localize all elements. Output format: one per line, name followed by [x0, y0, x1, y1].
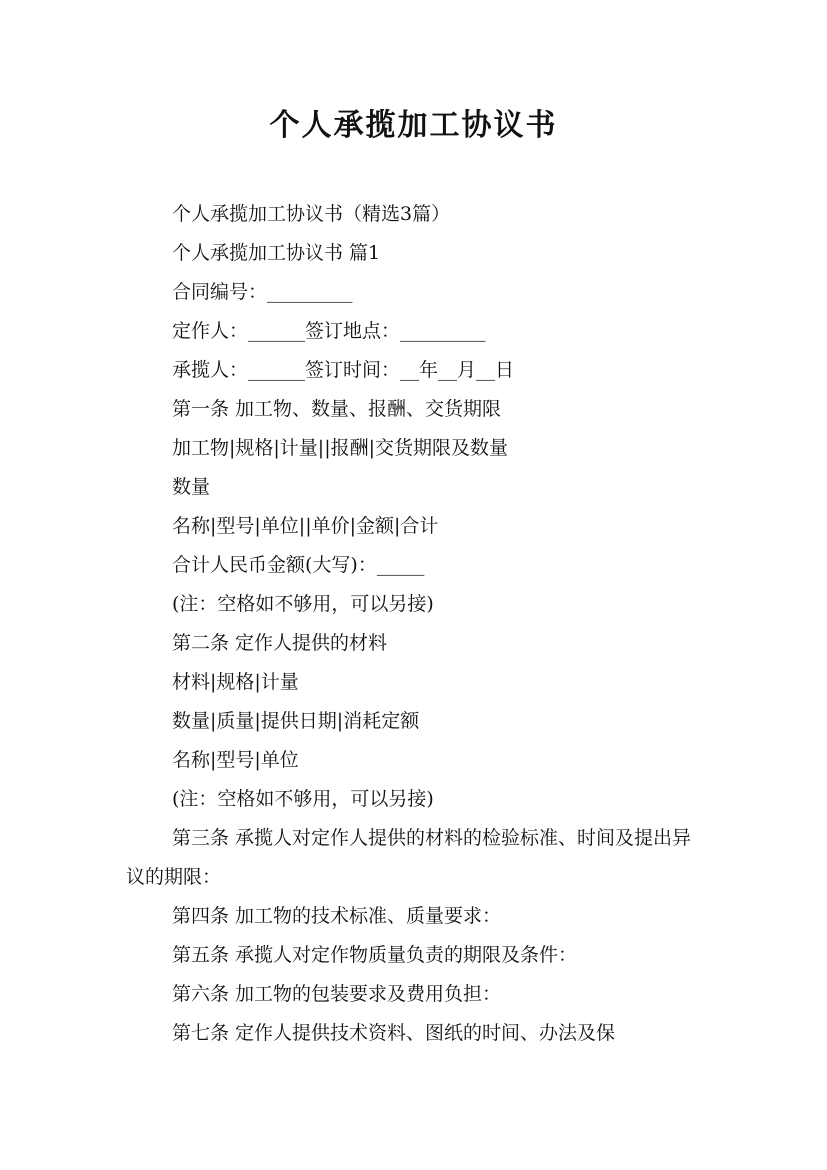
table-header-row: 数量|质量|提供日期|消耗定额 [172, 710, 420, 732]
note-line: (注：空格如不够用，可以另接) [172, 788, 434, 810]
article-heading: 第二条 定作人提供的材料 [172, 632, 388, 654]
contractor-line: 承揽人：______签订时间：__年__月__日 [172, 359, 515, 381]
total-amount-line: 合计人民币金额(大写)：_____ [172, 554, 425, 576]
contract-number-line: 合同编号：_________ [172, 281, 353, 303]
orderer-line: 定作人：______签订地点：_________ [172, 320, 486, 342]
article-heading: 第七条 定作人提供技术资料、图纸的时间、办法及保 [172, 1022, 616, 1044]
table-header-row: 加工物|规格|计量||报酬|交货期限及数量 [172, 437, 509, 459]
paragraph: 个人承揽加工协议书 篇1 [172, 242, 381, 264]
table-header-row: 数量 [172, 476, 211, 498]
paragraph: 个人承揽加工协议书（精选3篇） [172, 203, 451, 225]
article-heading: 第六条 加工物的包装要求及费用负担： [172, 983, 502, 1005]
table-header-row: 名称|型号|单位 [172, 749, 299, 771]
article-heading: 第四条 加工物的技术标准、质量要求： [172, 905, 502, 927]
article-heading: 第五条 承揽人对定作物质量负责的期限及条件： [172, 944, 578, 966]
article-heading: 第一条 加工物、数量、报酬、交货期限 [172, 398, 502, 420]
document-title: 个人承揽加工协议书 [269, 108, 558, 143]
article-heading: 第三条 承揽人对定作人提供的材料的检验标准、时间及提出异议的期限： [126, 827, 692, 888]
document-body [126, 195, 706, 1053]
table-header-row: 材料|规格|计量 [172, 671, 299, 693]
note-line: (注：空格如不够用，可以另接) [172, 593, 434, 615]
table-header-row: 名称|型号|单位||单价|金额|合计 [172, 515, 439, 537]
